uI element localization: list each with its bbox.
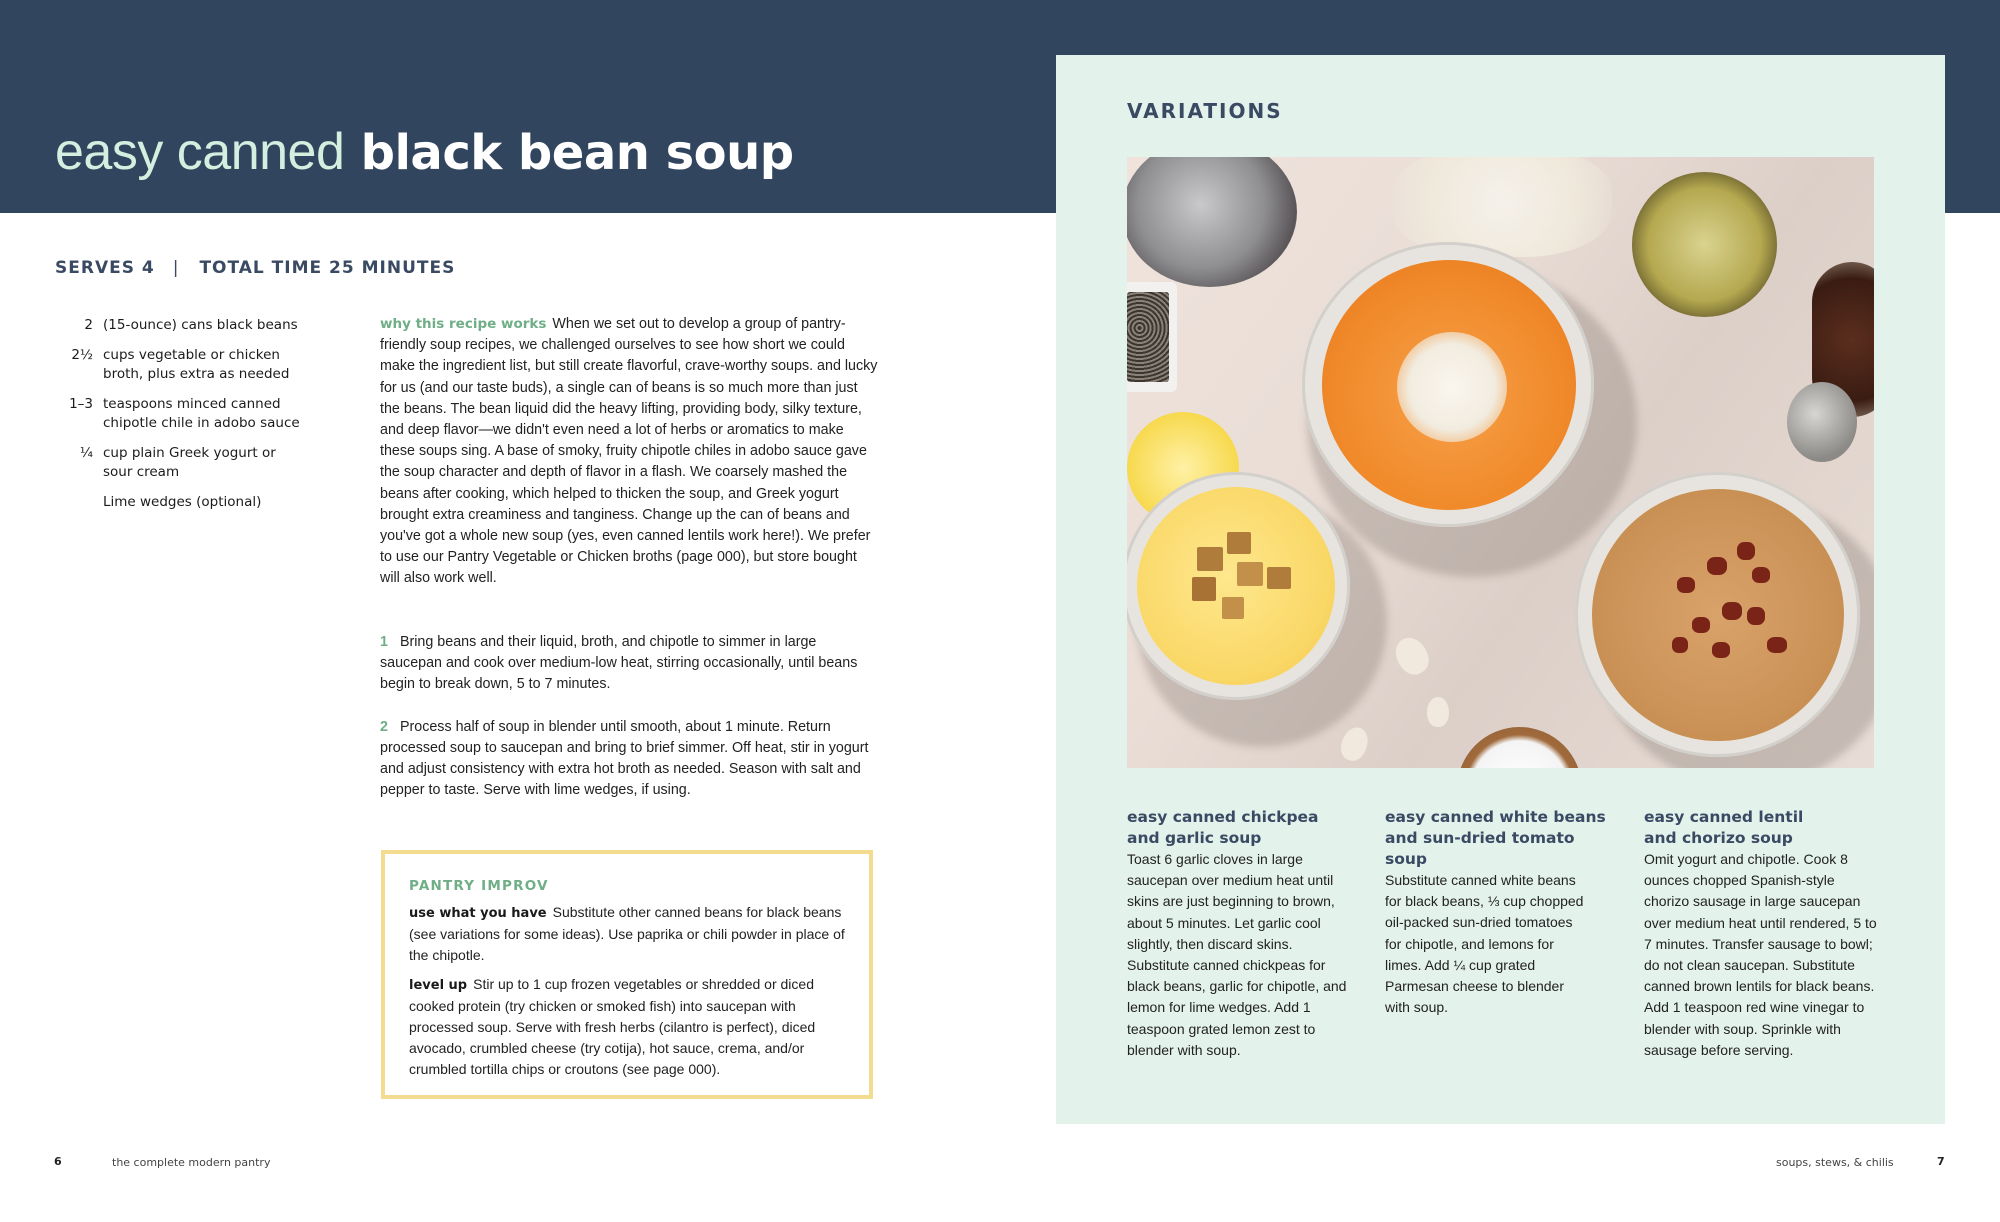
pantry-tip — [409, 974, 845, 1081]
why-text: When we set out to develop a group of pantry-friendly soup recipes, we challenged ourselves to see how short we could make the ingredient list, but still create flavorful, crave-worthy soups. and lucky for us (and our taste buds), a single can of beans is so much more than just the beans. The bean liquid did the heavy lifting, providing body, silky texture, and deep flavor—we didn't even need a lot of herbs or aromatics to make these soups sing. A base of smoky, fruity chipotle chiles in adobo sauce gave the soup character and depth of flavor in a flash. We coarsely mashed the beans after cooking, which helped to thicken the soup, and Greek yogurt brought extra creaminess and tanginess. Change up the can of beans and you've got a whole new soup (yes, even canned lentils work here!). We prefer to use our Pantry Vegetable or Chicken broths (page 000), but store bought will also work well. — [380, 316, 878, 587]
step-text: Process half of soup in blender until smooth, about 1 minute. Return processed soup to saucepan and bring to brief simmer. Off heat, stir in yogurt and adjust consistency with extra hot broth as needed. Season with salt and pepper to taste. Serve with lime wedges, if using. — [380, 718, 869, 799]
ingredient-text: cups vegetable or chicken broth, plus extra as needed — [103, 347, 290, 382]
step-text: Bring beans and their liquid, broth, and chipotle to simmer in large saucepan and cook over medium-low heat, stirring occasionally, until beans begin to break down, 5 to 7 minutes. — [380, 634, 858, 693]
variation-lentil — [1644, 807, 1882, 1061]
running-head-left: the complete modern pantry — [112, 1156, 271, 1169]
soup-photo — [1127, 157, 1874, 768]
parmesan-cheese — [1392, 157, 1612, 257]
running-head-right: soups, stews, & chilis — [1776, 1156, 1894, 1169]
method-steps — [380, 632, 880, 822]
step-item — [380, 632, 880, 696]
ingredient-item — [55, 493, 345, 512]
variation-name: easy canned lentil and chorizo soup — [1644, 808, 1804, 847]
step-number: 2 — [380, 718, 388, 735]
spoon — [1787, 382, 1857, 462]
ingredient-text: cup plain Greek yogurt or sour cream — [103, 445, 276, 480]
total-time-label: TOTAL TIME 25 MINUTES — [199, 258, 456, 278]
serves-label: SERVES 4 — [55, 258, 155, 278]
tip-lead: use what you have — [409, 906, 547, 921]
open-can — [1127, 157, 1297, 287]
garlic-clove — [1337, 724, 1372, 765]
variation-text: Substitute canned white beans for black beans, ⅓ cup chopped oil-packed sun-dried tomatoes for chipotle, and lemons for limes. Add ¼ cup grated Parmesan cheese to blender with soup. — [1385, 872, 1584, 1016]
ingredient-qty: ¼ — [79, 445, 93, 461]
variations-panel — [1056, 55, 1945, 1124]
variation-chickpea — [1127, 807, 1352, 1061]
variation-white-bean — [1385, 807, 1620, 1018]
variation-text: Toast 6 garlic cloves in large saucepan over medium heat until skins are just beginning to brown, about 5 minutes. Let garlic cool slightly, then discard skins. Substitute canned chickpeas for black beans, garlic for chipotle, and lemon for lime wedges. Add 1 teaspoon grated lemon zest to blender with soup. — [1127, 851, 1347, 1058]
title-light: easy canned — [55, 123, 345, 181]
pantry-tip — [409, 902, 845, 967]
garlic-clove — [1427, 697, 1449, 727]
variation-name: easy canned chickpea and garlic soup — [1127, 808, 1319, 847]
step-item — [380, 717, 880, 802]
salt-bowl — [1457, 727, 1582, 768]
tip-lead: level up — [409, 977, 468, 993]
page-title — [55, 122, 794, 183]
oil-can — [1632, 172, 1777, 317]
variations-title: VARIATIONS — [1127, 99, 1283, 123]
pantry-title: PANTRY IMPROV — [409, 878, 549, 894]
why-label: why this recipe works — [380, 316, 547, 332]
ingredient-list — [55, 316, 345, 523]
ingredient-item — [55, 395, 345, 433]
step-number: 1 — [380, 634, 388, 650]
why-this-recipe-works — [380, 314, 880, 590]
ingredient-text: Lime wedges (optional) — [103, 494, 262, 510]
recipe-meta — [55, 258, 455, 278]
ingredient-qty: 2 — [84, 317, 93, 333]
page-number-right: 7 — [1937, 1155, 1945, 1168]
ingredient-item — [55, 346, 345, 384]
ingredient-text: (15-ounce) cans black beans — [103, 317, 298, 333]
ingredient-text: teaspoons minced canned chipotle chile in adobo sauce — [103, 396, 300, 431]
ingredient-qty — [55, 493, 93, 512]
title-bold: black bean soup — [360, 125, 794, 181]
variation-name: easy canned white beans and sun-dried tomato soup — [1385, 808, 1606, 868]
pantry-improv-box — [381, 850, 873, 1099]
variation-text: Omit yogurt and chipotle. Cook 8 ounces chopped Spanish-style chorizo sausage in large saucepan over medium heat until rendered, 5 to 7 minutes. Transfer sausage to bowl; do not clean saucepan. Substitute canned brown lentils for black beans. Add 1 teaspoon red wine vinegar to blender with soup. Sprinkle with sausage before serving. — [1644, 851, 1877, 1058]
page-number-left: 6 — [54, 1155, 62, 1168]
tip-text: Stir up to 1 cup frozen vegetables or shredded or diced cooked protein (try chicken or smoked fish) into saucepan with processed soup. Serve with fresh herbs (cilantro is perfect), diced avocado, crumbled cheese (try cotija), hot sauce, crema, and/or crumbled tortilla chips or croutons (see page 000). — [409, 975, 816, 1078]
meta-separator: | — [172, 258, 180, 278]
ingredient-qty: 1–3 — [69, 396, 93, 412]
ingredient-qty: 2½ — [71, 347, 93, 363]
garlic-clove — [1390, 632, 1435, 680]
ingredient-item — [55, 316, 345, 335]
ingredient-item — [55, 444, 345, 482]
tip-text: Substitute other canned beans for black beans (see variations for some ideas). Use paprika or chili powder in place of the chipotle. — [409, 904, 845, 964]
